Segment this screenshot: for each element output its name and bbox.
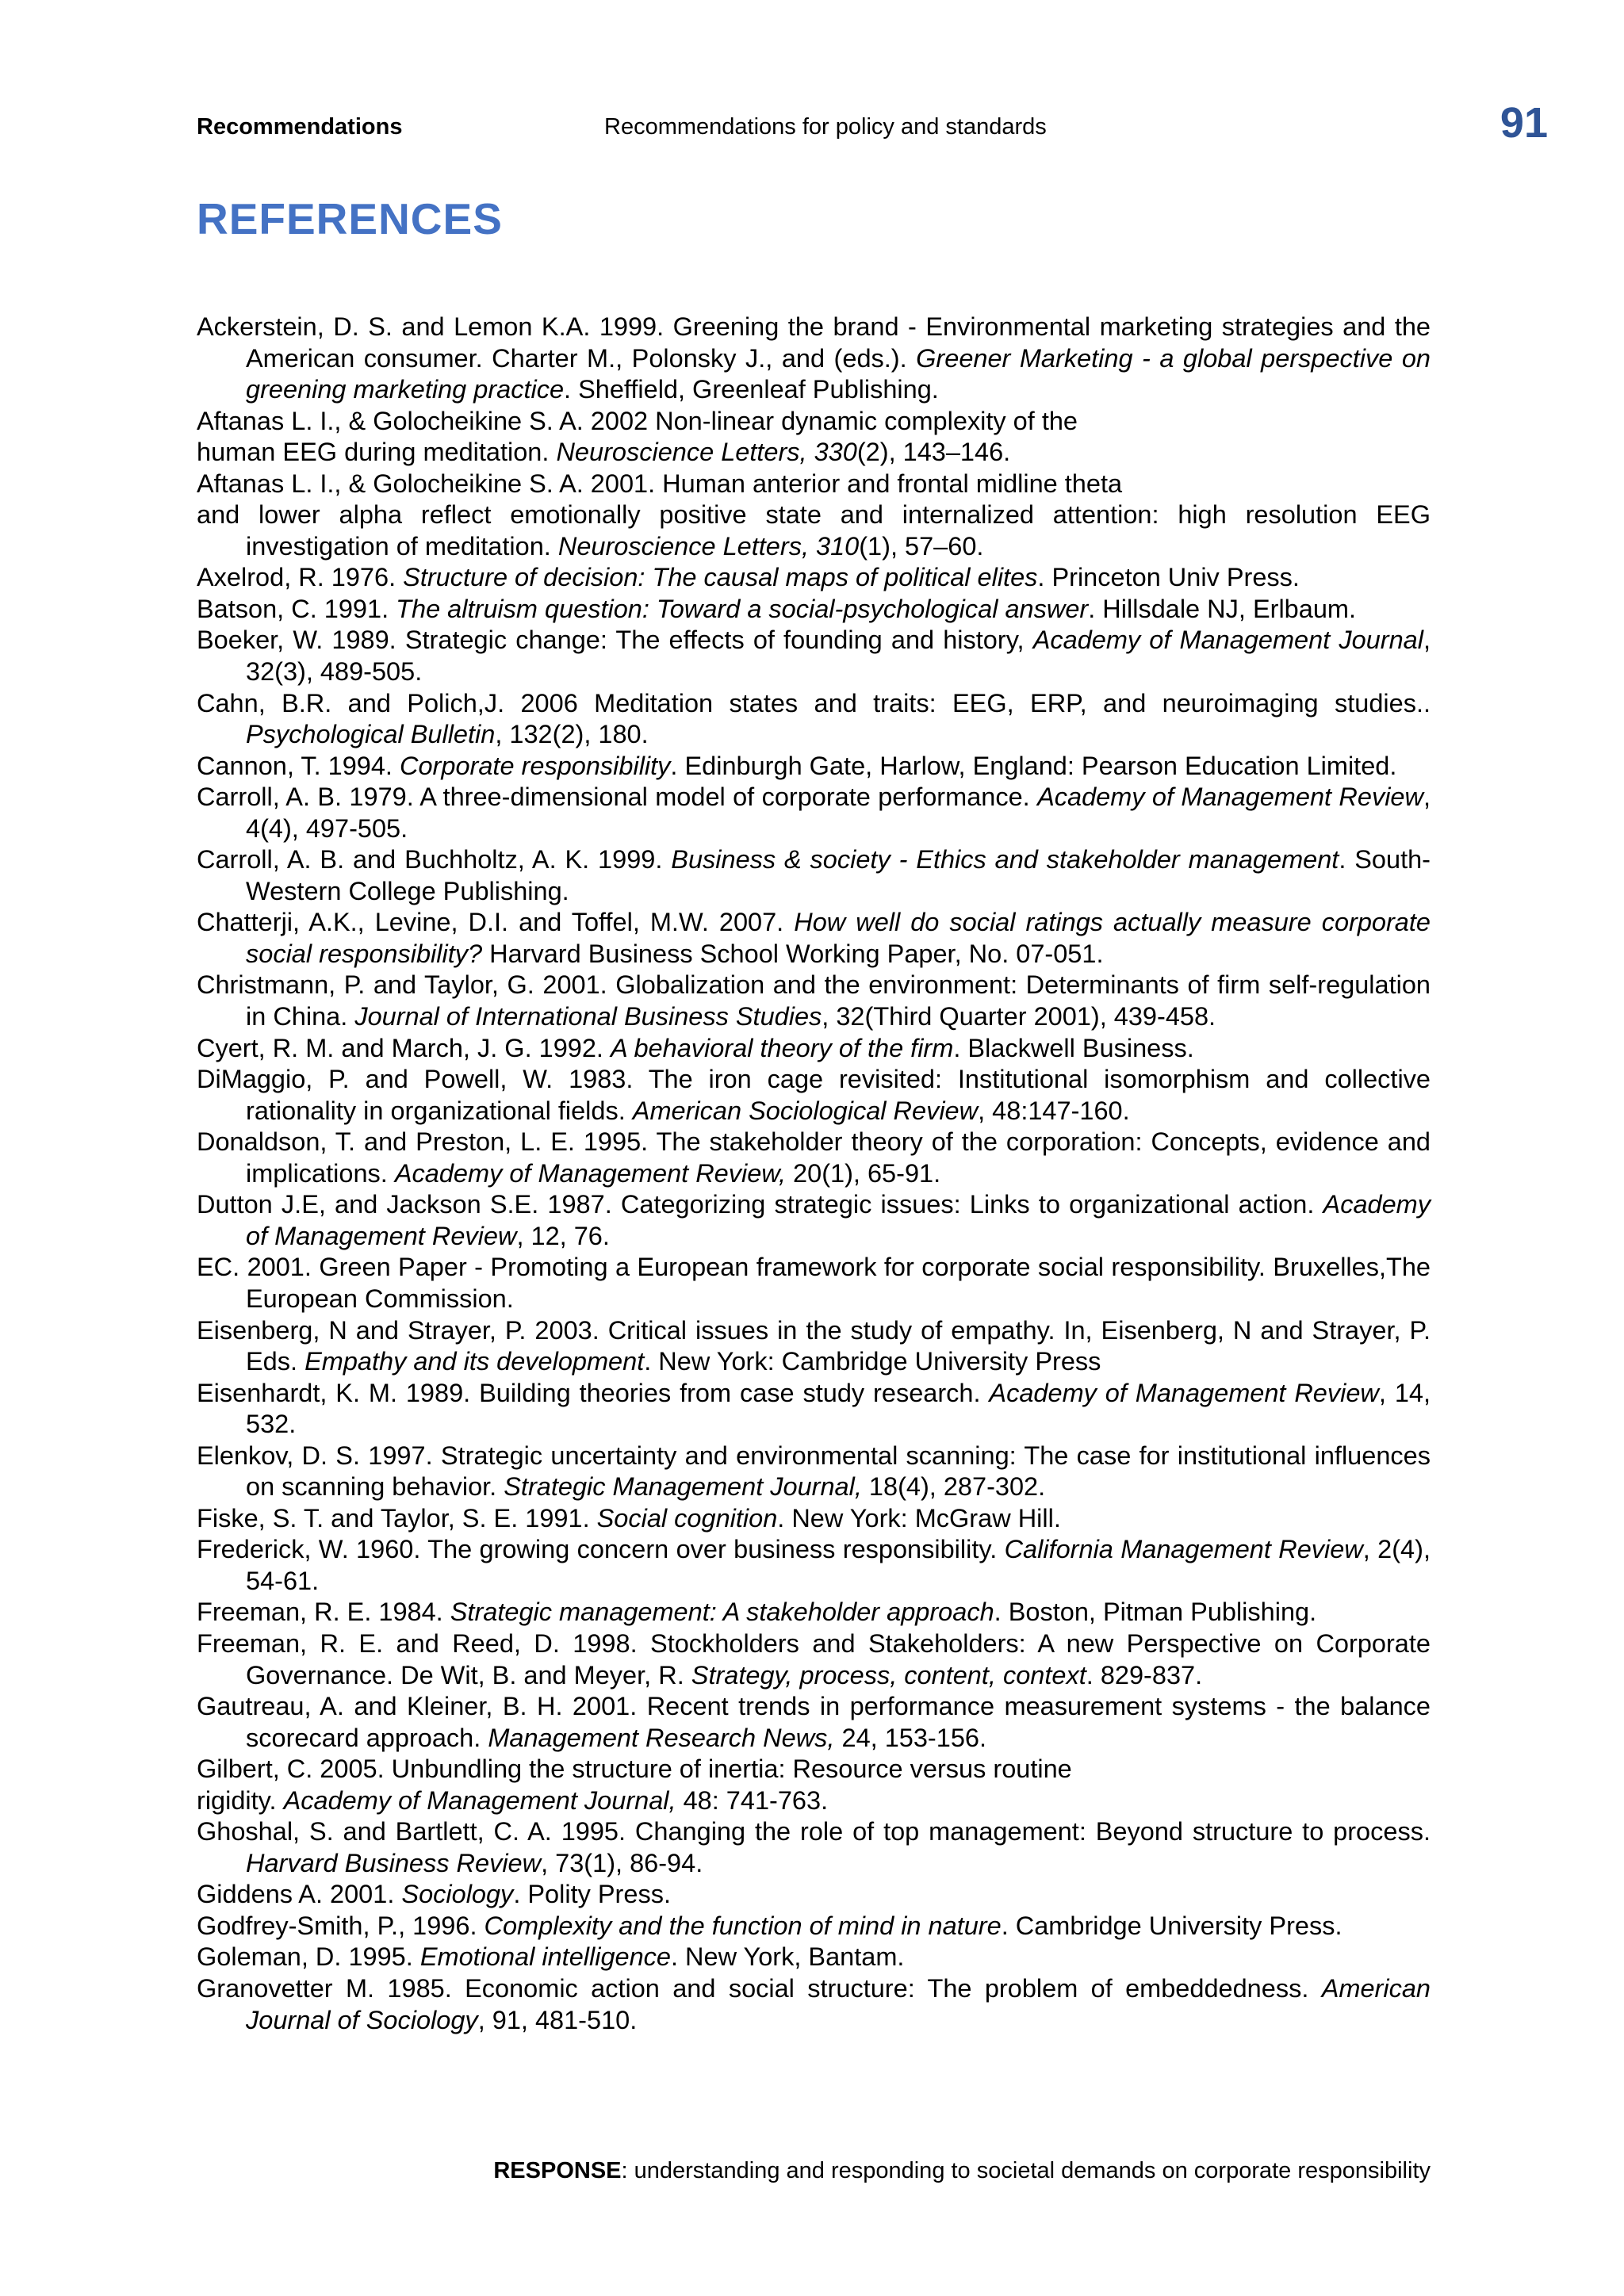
reference-text: . New York: McGraw Hill. xyxy=(777,1503,1061,1533)
reference-text: , 48:147-160. xyxy=(978,1096,1130,1125)
reference-text: Boeker, W. 1989. Strategic change: The effects of founding and history, xyxy=(197,626,1033,655)
reference-text: Aftanas L. I., & Golocheikine S. A. 2002 Non-linear dynamic complexity of the xyxy=(197,406,1078,435)
reference-text: , 2(4), 54-61. xyxy=(246,1535,1431,1595)
reference-text: Cahn, B.R. and Polich,J. 2006 Meditation states and traits: EEG, ERP, and neuroimaging studies.. xyxy=(197,688,1431,718)
reference-text: Cyert, R. M. and March, J. G. 1992. xyxy=(197,1033,611,1062)
reference-entry xyxy=(197,1252,1431,1314)
reference-entry xyxy=(197,1942,1431,1973)
reference-text: , 14, 532. xyxy=(246,1378,1431,1439)
reference-source-title: Strategic Management Journal, xyxy=(504,1472,862,1502)
reference-source-title: California Management Review xyxy=(1004,1535,1363,1564)
reference-text: Eisenberg, N and Strayer, P. 2003. Critical issues in the study of empathy. In, Eisenberg, N and Strayer, P. Eds. xyxy=(197,1315,1431,1376)
reference-text: Carroll, A. B. 1979. A three-dimensional model of corporate performance. xyxy=(197,783,1038,812)
reference-text: rigidity. xyxy=(197,1785,284,1815)
reference-source-title: Business & society - Ethics and stakeholder management xyxy=(671,845,1339,874)
reference-entry xyxy=(197,594,1431,626)
reference-text: , 4(4), 497-505. xyxy=(246,783,1431,843)
reference-text: . Sheffield, Greenleaf Publishing. xyxy=(564,375,939,404)
reference-text: Harvard Business School Working Paper, No. 07-051. xyxy=(482,939,1104,968)
reference-entry xyxy=(197,1911,1431,1942)
reference-entry xyxy=(197,1033,1431,1065)
page-footer xyxy=(493,2158,1431,2184)
reference-text: Ghoshal, S. and Bartlett, C. A. 1995. Changing the role of top management: Beyond structure to process. xyxy=(197,1817,1431,1846)
reference-entry xyxy=(197,1973,1431,2036)
reference-text: . 829-837. xyxy=(1086,1660,1203,1689)
reference-text: . New York, Bantam. xyxy=(671,1942,905,1972)
reference-text: 24, 153-156. xyxy=(834,1723,987,1752)
footer-project-description: : understanding and responding to societal demands on corporate responsibility xyxy=(621,2158,1431,2183)
reference-entry xyxy=(197,1503,1431,1535)
reference-text: Granovetter M. 1985. Economic action and social structure: The problem of embeddedness. xyxy=(197,1973,1322,2003)
reference-text: Axelrod, R. 1976. xyxy=(197,563,404,592)
reference-entry xyxy=(197,1597,1431,1628)
reference-source-title: Social cognition xyxy=(596,1503,778,1533)
reference-text: Godfrey-Smith, P., 1996. xyxy=(197,1911,485,1940)
reference-entry xyxy=(197,1378,1431,1441)
reference-entry xyxy=(197,1064,1431,1127)
reference-source-title: Greener Marketing - a global perspective on greening marketing practice xyxy=(246,343,1431,404)
reference-source-title: Strategy, process, content, context xyxy=(691,1660,1086,1689)
reference-entry xyxy=(197,1754,1431,1785)
reference-text: DiMaggio, P. and Powell, W. 1983. The iron cage revisited: Institutional isomorphism and collective rationality in organizational fields. xyxy=(197,1065,1431,1125)
reference-source-title: Empathy and its development xyxy=(304,1347,645,1376)
reference-source-title: Sociology xyxy=(401,1880,514,1909)
reference-entry xyxy=(197,1628,1431,1691)
reference-text: (1), 57–60. xyxy=(859,531,984,561)
reference-text: Elenkov, D. S. 1997. Strategic uncertainty and environmental scanning: The case for institutional influences on scanning behavior. xyxy=(197,1441,1431,1502)
reference-source-title: Academy of Management Journal xyxy=(1032,626,1423,655)
reference-entry xyxy=(197,782,1431,844)
reference-entry xyxy=(197,1127,1431,1189)
reference-text: . Hillsdale NJ, Erlbaum. xyxy=(1088,594,1356,623)
reference-text: , 12, 76. xyxy=(516,1221,610,1250)
reference-text: Fiske, S. T. and Taylor, S. E. 1991. xyxy=(197,1503,597,1533)
reference-text: , 73(1), 86-94. xyxy=(541,1848,703,1877)
reference-text: Ackerstein, D. S. and Lemon K.A. 1999. Greening the brand - Environmental marketing strategies and the American consumer. Charter M., Polonsky J., and (eds.). xyxy=(197,312,1431,373)
reference-text: Chatterji, A.K., Levine, D.I. and Toffel, M.W. 2007. xyxy=(197,908,795,937)
reference-text: 18(4), 287-302. xyxy=(861,1472,1046,1502)
reference-text: , 32(Third Quarter 2001), 439-458. xyxy=(822,1002,1216,1031)
reference-text: Giddens A. 2001. xyxy=(197,1880,402,1909)
reference-source-title: Academy of Management Journal, xyxy=(283,1785,676,1815)
page-title: REFERENCES xyxy=(197,194,503,243)
reference-text: Carroll, A. B. and Buchholtz, A. K. 1999. xyxy=(197,845,672,874)
reference-text: Cannon, T. 1994. xyxy=(197,751,400,780)
reference-source-title: Psychological Bulletin xyxy=(246,720,496,749)
reference-text: (2), 143–146. xyxy=(856,438,1011,467)
reference-entry xyxy=(197,688,1431,751)
reference-source-title: Harvard Business Review xyxy=(246,1848,542,1877)
reference-entry xyxy=(197,1315,1431,1378)
reference-text: EC. 2001. Green Paper - Promoting a European framework for corporate social responsibility. Bruxelles,The European Commission. xyxy=(197,1253,1431,1313)
reference-text: Aftanas L. I., & Golocheikine S. A. 2001. Human anterior and frontal midline theta xyxy=(197,469,1123,498)
reference-text: . Boston, Pitman Publishing. xyxy=(994,1598,1317,1627)
reference-source-title: Complexity and the function of mind in nature xyxy=(484,1911,1002,1940)
reference-source-title: Academy of Management Review xyxy=(246,1190,1431,1250)
reference-source-title: Corporate responsibility xyxy=(400,751,671,780)
reference-text: . Cambridge University Press. xyxy=(1001,1911,1342,1940)
reference-text: . Polity Press. xyxy=(513,1880,671,1909)
reference-text: human EEG during meditation. xyxy=(197,438,557,467)
reference-source-title: Strategic management: A stakeholder approach xyxy=(450,1598,994,1627)
reference-text: . South-Western College Publishing. xyxy=(246,845,1431,905)
reference-entry xyxy=(197,1691,1431,1754)
reference-source-title: Structure of decision: The causal maps of political elites xyxy=(403,563,1038,592)
reference-text: Eisenhardt, K. M. 1989. Building theories from case study research. xyxy=(197,1378,990,1407)
reference-text: Batson, C. 1991. xyxy=(197,594,396,623)
page-number: 91 xyxy=(1500,99,1548,147)
reference-entry xyxy=(197,406,1431,438)
reference-entry xyxy=(197,469,1431,500)
reference-text: , 91, 481-510. xyxy=(477,2005,638,2034)
reference-text: Christmann, P. and Taylor, G. 2001. Globalization and the environment: Determinants of firm self-regulation in China. xyxy=(197,970,1431,1031)
reference-text: Dutton J.E, and Jackson S.E. 1987. Categorizing strategic issues: Links to organizational action. xyxy=(197,1190,1323,1219)
reference-entry xyxy=(197,1879,1431,1911)
reference-source-title: Neuroscience Letters, 310 xyxy=(557,531,860,561)
running-header-chapter: Recommendations for policy and standards xyxy=(604,114,1047,140)
reference-source-title: Neuroscience Letters, 330 xyxy=(556,438,857,467)
reference-entry xyxy=(197,562,1431,594)
reference-source-title: A behavioral theory of the firm xyxy=(610,1033,954,1062)
reference-entry xyxy=(197,1534,1431,1597)
reference-source-title: Emotional intelligence xyxy=(419,1942,671,1972)
reference-entry xyxy=(197,1785,1431,1817)
reference-source-title: How well do social ratings actually measure corporate social responsibility? xyxy=(246,908,1431,968)
reference-text: Donaldson, T. and Preston, L. E. 1995. The stakeholder theory of the corporation: Concepts, evidence and implications. xyxy=(197,1127,1431,1188)
reference-source-title: Journal of International Business Studies xyxy=(354,1002,822,1031)
reference-text: Gilbert, C. 2005. Unbundling the structure of inertia: Resource versus routine xyxy=(197,1755,1072,1784)
reference-entry xyxy=(197,970,1431,1032)
reference-text: . Blackwell Business. xyxy=(953,1033,1194,1062)
reference-entry xyxy=(197,1189,1431,1252)
reference-source-title: Academy of Management Review, xyxy=(394,1158,787,1188)
reference-source-title: The altruism question: Toward a social-psychological answer xyxy=(396,594,1089,623)
reference-entry xyxy=(197,312,1431,406)
reference-entry xyxy=(197,1441,1431,1503)
reference-entry xyxy=(197,499,1431,562)
reference-entry xyxy=(197,625,1431,687)
reference-text: Gautreau, A. and Kleiner, B. H. 2001. Recent trends in performance measurement systems - the balance scorecard approach. xyxy=(197,1692,1431,1752)
reference-text: , 132(2), 180. xyxy=(495,720,649,749)
reference-text: and lower alpha reflect emotionally positive state and internalized attention: high resolution EEG investigation of meditation. xyxy=(197,500,1431,561)
reference-text: Freeman, R. E. 1984. xyxy=(197,1598,450,1627)
reference-text: 48: 741-763. xyxy=(676,1785,829,1815)
reference-source-title: American Journal of Sociology xyxy=(246,1973,1431,2034)
reference-text: , 32(3), 489-505. xyxy=(246,626,1431,687)
reference-text: Frederick, W. 1960. The growing concern over business responsibility. xyxy=(197,1535,1005,1564)
reference-entry xyxy=(197,751,1431,783)
running-header-section: Recommendations xyxy=(197,114,403,140)
reference-text: Goleman, D. 1995. xyxy=(197,1942,420,1972)
reference-source-title: American Sociological Review xyxy=(632,1096,979,1125)
reference-list xyxy=(197,312,1431,2036)
reference-text: . New York: Cambridge University Press xyxy=(644,1347,1101,1376)
reference-text: . Edinburgh Gate, Harlow, England: Pearson Education Limited. xyxy=(670,751,1397,780)
reference-entry xyxy=(197,437,1431,469)
reference-source-title: Academy of Management Review xyxy=(989,1378,1379,1407)
reference-text: . Princeton Univ Press. xyxy=(1037,563,1300,592)
reference-entry xyxy=(197,1816,1431,1879)
reference-source-title: Management Research News, xyxy=(488,1723,835,1752)
reference-entry xyxy=(197,844,1431,907)
reference-text: 20(1), 65-91. xyxy=(786,1158,941,1188)
reference-entry xyxy=(197,907,1431,970)
footer-project-name: RESPONSE xyxy=(493,2158,622,2183)
reference-text: Freeman, R. E. and Reed, D. 1998. Stockholders and Stakeholders: A new Perspective on Corporate Governance. De Wit, B. and Meyer, R. xyxy=(197,1628,1431,1689)
reference-source-title: Academy of Management Review xyxy=(1037,783,1423,812)
